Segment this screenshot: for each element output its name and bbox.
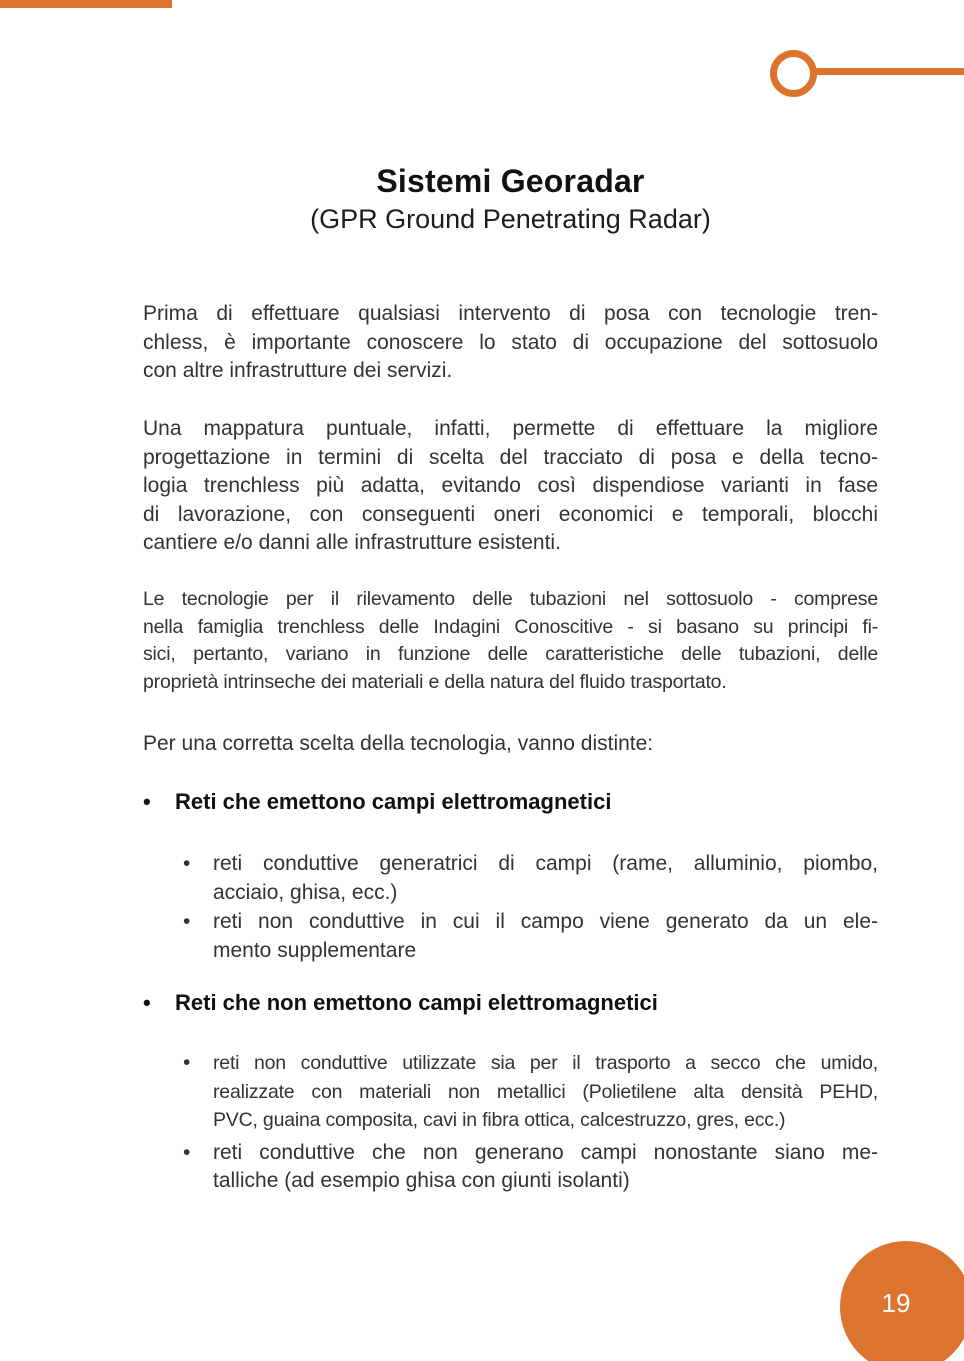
bullet-dot-icon: • — [183, 1140, 191, 1164]
page-subtitle: (GPR Ground Penetrating Radar) — [310, 204, 711, 234]
bullet-heading-label: Reti che non emettono campi elettromagnetici — [175, 990, 658, 1015]
bullet-heading-label: Reti che emettono campi elettromagnetici — [175, 789, 612, 814]
list-item-text: reti conduttive che non generano campi nonostante siano me- talliche (ad esempio ghisa con giunti isolanti) — [213, 1140, 878, 1192]
page-number-badge — [840, 1241, 964, 1361]
list-item-text: reti non conduttive utilizzate sia per il trasporto a secco che umido, realizzate con materiali non metallici (Polietilene alta densità PEHD, PVC, guaina composita, cavi in fibra ottica, calcestruzzo, gres, ecc.) — [213, 1052, 878, 1131]
list-item — [143, 849, 878, 907]
bullet-heading-emitting-networks — [143, 787, 878, 817]
paragraph-technologies: Le tecnologie per il rilevamento delle tubazioni nel sottosuolo - comprese nella famiglia trenchless delle Indagini Conoscitive - si basano su principi fi- sici, pertanto, variano in funzione delle caratteristiche delle tubazioni, delle proprietà intrinseche dei materiali e della natura del fluido trasportato. — [143, 588, 878, 694]
list-item-text: reti conduttive generatrici di campi (rame, alluminio, piombo, acciaio, ghisa, ecc.) — [213, 852, 878, 904]
bullet-dot-icon: • — [143, 789, 151, 814]
list-item — [143, 1049, 878, 1135]
list-item — [143, 907, 878, 965]
corner-rule-ornament — [815, 68, 964, 75]
bullet-dot-icon: • — [183, 852, 191, 875]
corner-circle-ornament-icon — [770, 50, 817, 97]
page-number: 19 — [881, 1287, 911, 1318]
paragraph-intro: Prima di effettuare qualsiasi intervento di posa con tecnologie tren- chless, è importante conoscere lo stato di occupazione del sottosuolo con altre infrastrutture dei servizi. — [143, 302, 878, 382]
bullet-heading-non-emitting-networks — [143, 988, 878, 1018]
bullet-dot-icon: • — [183, 1051, 191, 1074]
title-divider — [0, 0, 172, 8]
list-item-text: reti non conduttive in cui il campo viene generato da un ele- mento supplementare — [213, 910, 878, 962]
paragraph-mapping: Una mappatura puntuale, infatti, permette di effettuare la migliore progettazione in termini di scelta del tracciato di posa e della tecno- logia trenchless più adatta, evitando così dispendiose varianti in fase di lavorazione, con conseguenti oneri economici e temporali, blocchi cantiere e/o danni alle infrastrutture esistenti. — [143, 417, 878, 554]
list-item — [143, 1139, 878, 1196]
bullet-dot-icon: • — [143, 990, 151, 1015]
page-title: Sistemi Georadar — [376, 163, 645, 199]
paragraph-choice: Per una corretta scelta della tecnologia, vanno distinte: — [143, 732, 654, 755]
sub-list-emitting — [143, 849, 878, 965]
bullet-dot-icon: • — [183, 910, 191, 933]
sub-list-non-emitting — [143, 1049, 878, 1196]
